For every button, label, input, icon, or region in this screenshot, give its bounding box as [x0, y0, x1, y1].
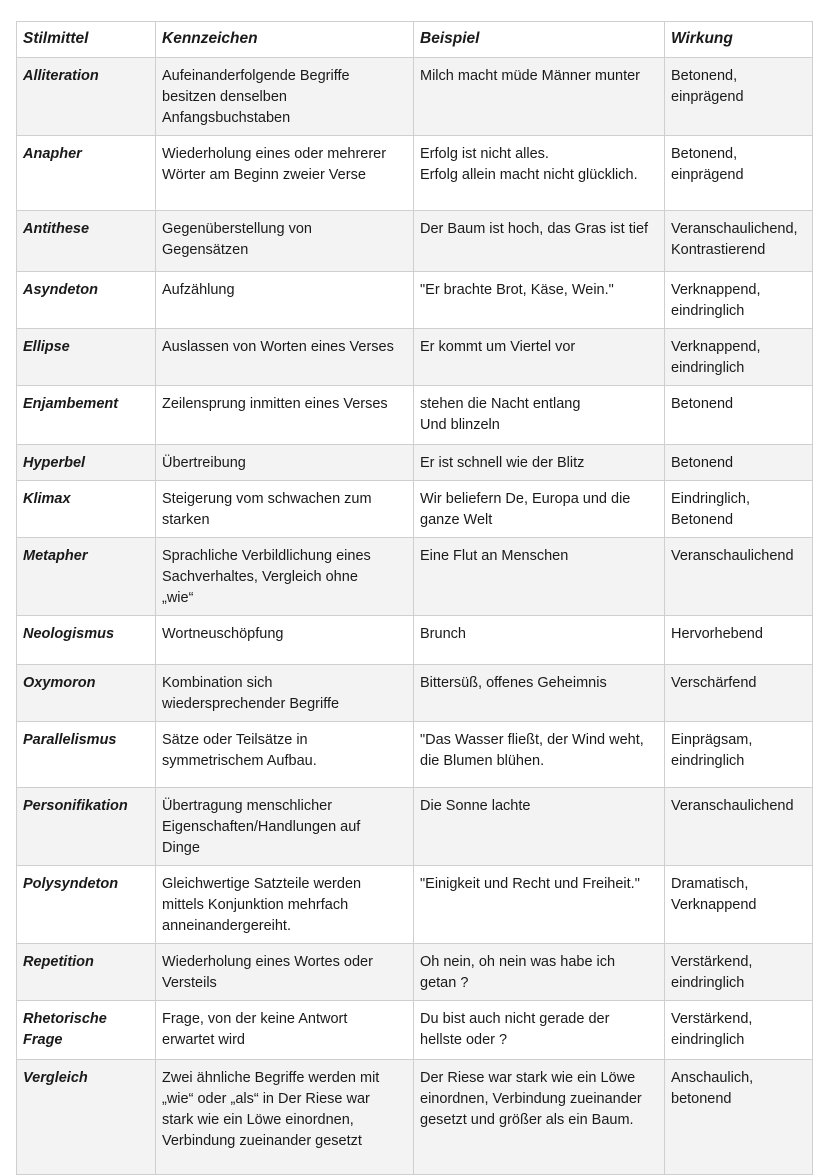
- cell-stilmittel: Oxymoron: [17, 665, 156, 722]
- cell-beispiel: Er ist schnell wie der Blitz: [414, 445, 665, 481]
- cell-wirkung: Einprägsam, eindringlich: [665, 722, 813, 788]
- header-kennzeichen: Kennzeichen: [156, 22, 414, 58]
- cell-kennzeichen: Frage, von der keine Antwort erwartet wird: [156, 1001, 414, 1060]
- table-row: [17, 616, 813, 665]
- table-row: [17, 445, 813, 481]
- cell-beispiel: Eine Flut an Menschen: [414, 538, 665, 616]
- cell-stilmittel: Rhetorische Frage: [17, 1001, 156, 1060]
- cell-beispiel: "Einigkeit und Recht und Freiheit.": [414, 866, 665, 944]
- cell-kennzeichen: Auslassen von Worten eines Verses: [156, 329, 414, 386]
- cell-beispiel: Oh nein, oh nein was habe ich getan ?: [414, 944, 665, 1001]
- cell-beispiel: "Das Wasser fließt, der Wind weht, die Blumen blühen.: [414, 722, 665, 788]
- cell-wirkung: Verstärkend, eindringlich: [665, 1001, 813, 1060]
- cell-kennzeichen: Gegenüberstellung von Gegensätzen: [156, 211, 414, 272]
- cell-beispiel: Der Baum ist hoch, das Gras ist tief: [414, 211, 665, 272]
- header-row: [17, 22, 813, 58]
- cell-wirkung: Eindringlich, Betonend: [665, 481, 813, 538]
- cell-stilmittel: Ellipse: [17, 329, 156, 386]
- cell-stilmittel: Polysyndeton: [17, 866, 156, 944]
- cell-wirkung: Veranschaulichend: [665, 538, 813, 616]
- cell-stilmittel: Personifikation: [17, 788, 156, 866]
- cell-kennzeichen: Gleichwertige Satzteile werden mittels Konjunktion mehrfach anneinandergereiht.: [156, 866, 414, 944]
- cell-wirkung: Betonend, einprägend: [665, 136, 813, 211]
- cell-wirkung: Betonend: [665, 386, 813, 445]
- cell-kennzeichen: Zeilensprung inmitten eines Verses: [156, 386, 414, 445]
- cell-wirkung: Verknappend, eindringlich: [665, 329, 813, 386]
- cell-stilmittel: Neologismus: [17, 616, 156, 665]
- cell-beispiel: Erfolg ist nicht alles. Erfolg allein macht nicht glücklich.: [414, 136, 665, 211]
- cell-beispiel: Du bist auch nicht gerade der hellste oder ?: [414, 1001, 665, 1060]
- table-row: [17, 1060, 813, 1175]
- cell-kennzeichen: Übertreibung: [156, 445, 414, 481]
- cell-kennzeichen: Aufzählung: [156, 272, 414, 329]
- cell-beispiel: Er kommt um Viertel vor: [414, 329, 665, 386]
- cell-wirkung: Hervorhebend: [665, 616, 813, 665]
- cell-kennzeichen: Sprachliche Verbildlichung eines Sachverhaltes, Vergleich ohne „wie“: [156, 538, 414, 616]
- cell-beispiel: Milch macht müde Männer munter: [414, 58, 665, 136]
- cell-kennzeichen: Übertragung menschlicher Eigenschaften/Handlungen auf Dinge: [156, 788, 414, 866]
- cell-kennzeichen: Aufeinanderfolgende Begriffe besitzen denselben Anfangsbuchstaben: [156, 58, 414, 136]
- cell-wirkung: Dramatisch, Verknappend: [665, 866, 813, 944]
- table-row: [17, 722, 813, 788]
- header-wirkung: Wirkung: [665, 22, 813, 58]
- cell-kennzeichen: Wiederholung eines oder mehrerer Wörter am Beginn zweier Verse: [156, 136, 414, 211]
- table-row: [17, 788, 813, 866]
- table-row: [17, 866, 813, 944]
- cell-beispiel: Bittersüß, offenes Geheimnis: [414, 665, 665, 722]
- cell-wirkung: Betonend: [665, 445, 813, 481]
- header-stilmittel: Stilmittel: [17, 22, 156, 58]
- cell-wirkung: Veranschaulichend, Kontrastierend: [665, 211, 813, 272]
- header-beispiel: Beispiel: [414, 22, 665, 58]
- cell-kennzeichen: Kombination sich wiedersprechender Begriffe: [156, 665, 414, 722]
- cell-stilmittel: Parallelismus: [17, 722, 156, 788]
- cell-wirkung: Veranschaulichend: [665, 788, 813, 866]
- cell-stilmittel: Repetition: [17, 944, 156, 1001]
- cell-stilmittel: Hyperbel: [17, 445, 156, 481]
- cell-beispiel: Die Sonne lachte: [414, 788, 665, 866]
- table-row: [17, 329, 813, 386]
- table-row: [17, 481, 813, 538]
- cell-stilmittel: Enjambement: [17, 386, 156, 445]
- table-row: [17, 538, 813, 616]
- cell-stilmittel: Vergleich: [17, 1060, 156, 1175]
- table-row: [17, 386, 813, 445]
- cell-stilmittel: Klimax: [17, 481, 156, 538]
- cell-stilmittel: Asyndeton: [17, 272, 156, 329]
- cell-stilmittel: Anapher: [17, 136, 156, 211]
- cell-stilmittel: Alliteration: [17, 58, 156, 136]
- cell-kennzeichen: Wortneuschöpfung: [156, 616, 414, 665]
- cell-kennzeichen: Zwei ähnliche Begriffe werden mit „wie“ oder „als“ in Der Riese war stark wie ein Löwe einordnen, Verbindung zueinander gesetzt: [156, 1060, 414, 1175]
- table-row: [17, 944, 813, 1001]
- cell-wirkung: Betonend, einprägend: [665, 58, 813, 136]
- cell-beispiel: stehen die Nacht entlang Und blinzeln: [414, 386, 665, 445]
- cell-kennzeichen: Sätze oder Teilsätze in symmetrischem Aufbau.: [156, 722, 414, 788]
- table-row: [17, 665, 813, 722]
- table-row: [17, 272, 813, 329]
- cell-wirkung: Anschaulich, betonend: [665, 1060, 813, 1175]
- cell-wirkung: Verschärfend: [665, 665, 813, 722]
- stilmittel-table: [16, 21, 813, 1175]
- cell-kennzeichen: Steigerung vom schwachen zum starken: [156, 481, 414, 538]
- table-row: [17, 58, 813, 136]
- table-row: [17, 136, 813, 211]
- cell-beispiel: Brunch: [414, 616, 665, 665]
- table-row: [17, 1001, 813, 1060]
- cell-wirkung: Verstärkend, eindringlich: [665, 944, 813, 1001]
- cell-beispiel: "Er brachte Brot, Käse, Wein.": [414, 272, 665, 329]
- table-row: [17, 211, 813, 272]
- cell-stilmittel: Antithese: [17, 211, 156, 272]
- cell-beispiel: Wir beliefern De, Europa und die ganze Welt: [414, 481, 665, 538]
- cell-wirkung: Verknappend, eindringlich: [665, 272, 813, 329]
- cell-stilmittel: Metapher: [17, 538, 156, 616]
- cell-kennzeichen: Wiederholung eines Wortes oder Versteils: [156, 944, 414, 1001]
- cell-beispiel: Der Riese war stark wie ein Löwe einordnen, Verbindung zueinander gesetzt und größer als ein Baum.: [414, 1060, 665, 1175]
